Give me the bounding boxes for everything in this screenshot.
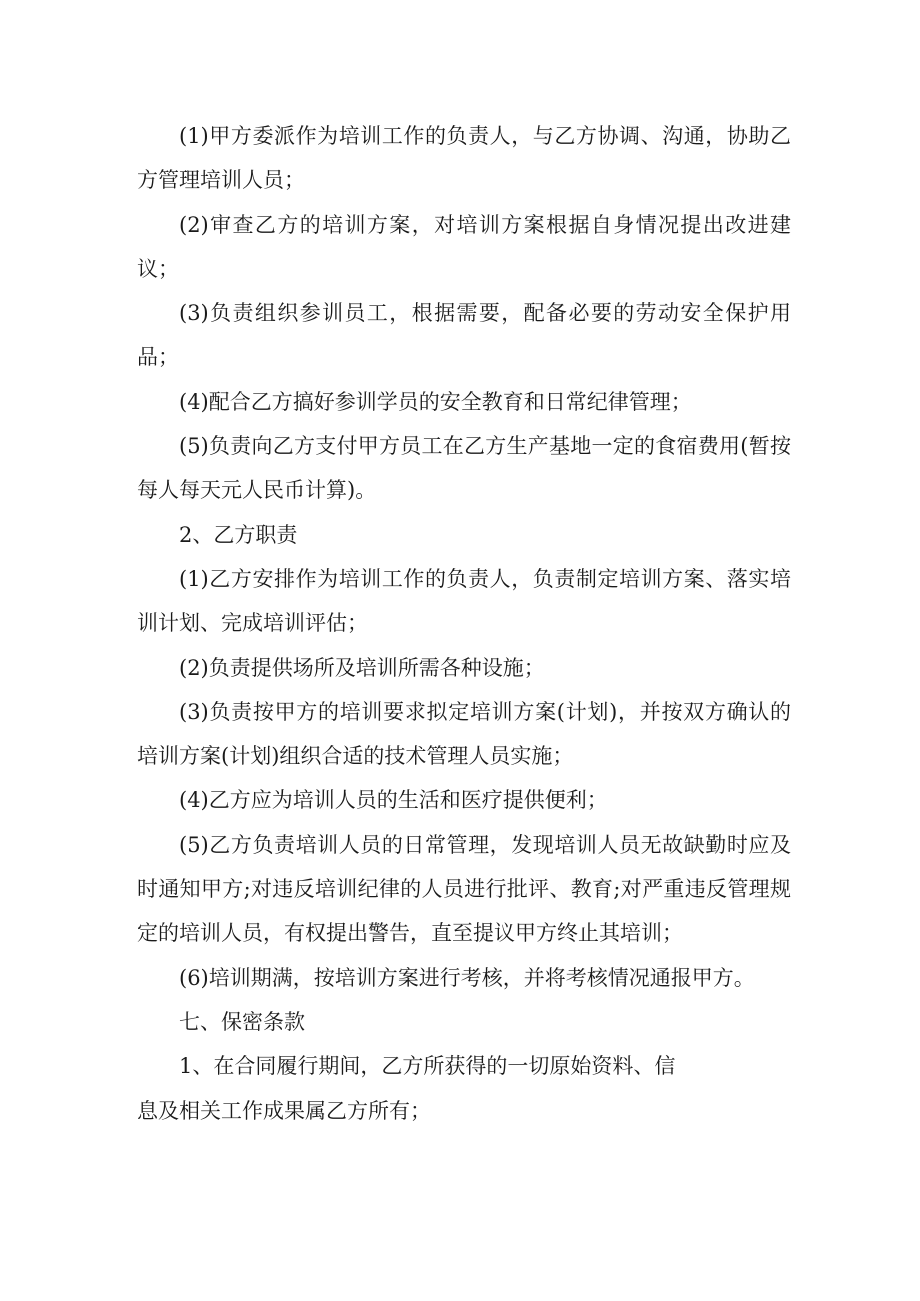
clause-party-b-6: (6)培训期满，按培训方案进行考核，并将考核情况通报甲方。 xyxy=(179,965,755,990)
confidentiality-clause-1-line-1: 1、在合同履行期间，乙方所获得的一切原始资料、信 xyxy=(179,1054,676,1079)
clause-party-a-3: (3)负责组织参训员工，根据需要，配备必要的劳动安全保护用品； xyxy=(137,301,791,370)
section-heading-confidentiality: 七、保密条款 xyxy=(179,1009,305,1034)
clause-party-b-2: (2)负责提供场所及培训所需各种设施； xyxy=(179,655,545,680)
clause-party-b-1: (1)乙方安排作为培训工作的负责人，负责制定培训方案、落实培训计划、完成培训评估； xyxy=(137,566,791,636)
confidentiality-clause-1-line-2: 息及相关工作成果属乙方所有； xyxy=(137,1098,431,1123)
clause-party-b-4: (4)乙方应为培训人员的生活和医疗提供便利； xyxy=(179,788,608,813)
clause-party-a-5: (5)负责向乙方支付甲方员工在乙方生产基地一定的食宿费用(暂按每人每天元人民币计算)。 xyxy=(137,434,791,503)
clause-party-a-2: (2)审查乙方的培训方案，对培训方案根据自身情况提出改进建议； xyxy=(137,212,791,281)
clause-party-b-3: (3)负责按甲方的培训要求拟定培训方案(计划)，并按双方确认的培训方案(计划)组织合适的技术管理人员实施； xyxy=(137,699,791,769)
section-heading-party-b: 2、乙方职责 xyxy=(179,522,298,547)
clause-party-a-4: (4)配合乙方搞好参训学员的安全教育和日常纪律管理； xyxy=(179,389,692,414)
clause-party-b-5: (5)乙方负责培训人员的日常管理，发现培训人员无故缺勤时应及时通知甲方;对违反培训纪律的人员进行批评、教育;对严重违反管理规定的培训人员，有权提出警告，直至提议甲方终止其培训； xyxy=(137,832,791,946)
clause-party-a-1: (1)甲方委派作为培训工作的负责人，与乙方协调、沟通，协助乙方管理培训人员； xyxy=(137,124,791,193)
document-body xyxy=(137,114,791,1133)
